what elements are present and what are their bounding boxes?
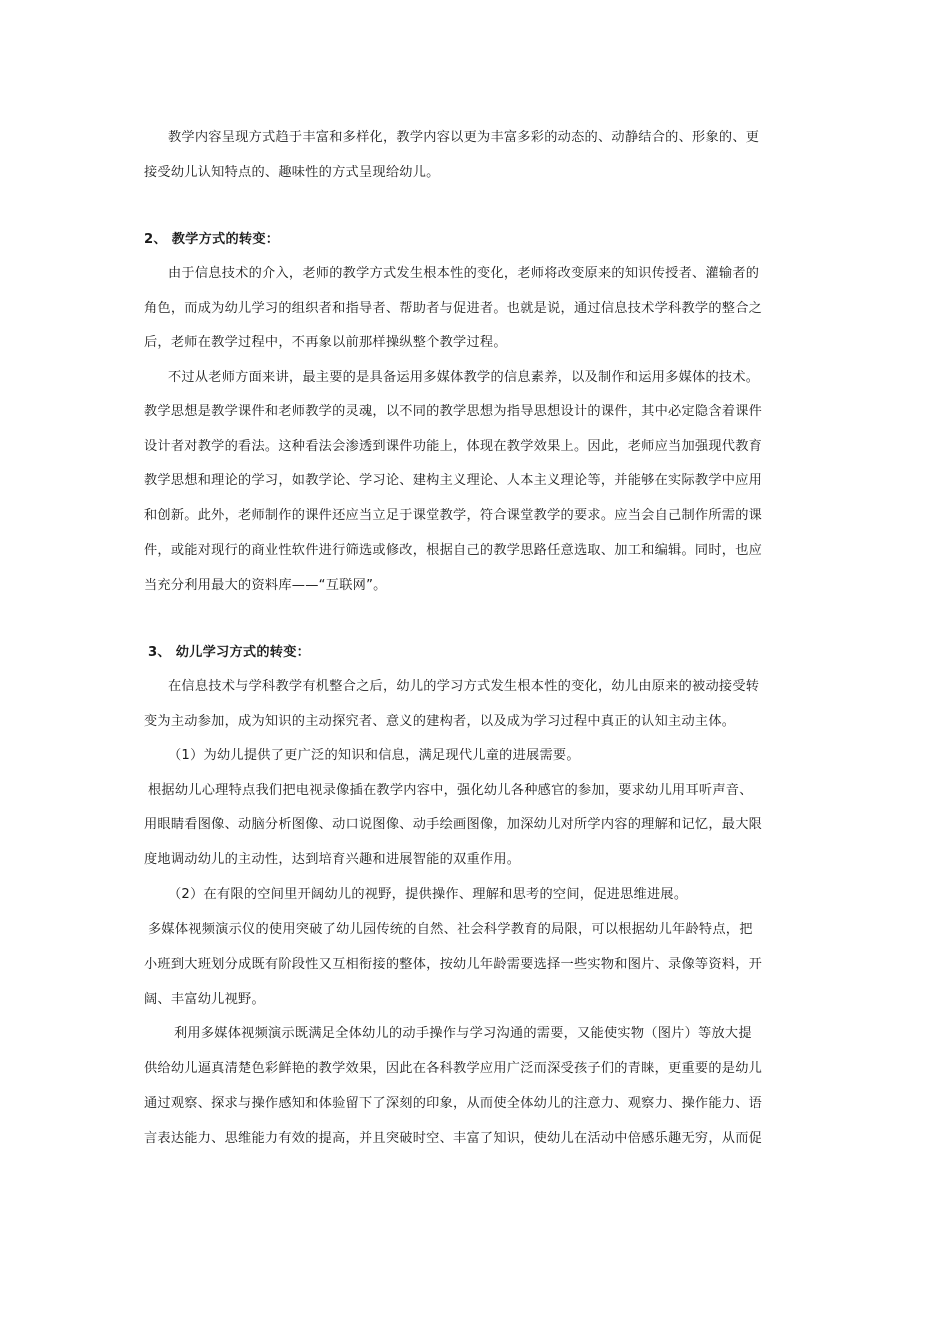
- paragraph-line: 由于信息技术的介入，老师的教学方式发生根本性的变化，老师将改变原来的知识传授者、灌输者的: [168, 266, 760, 281]
- paragraph-line: 当充分利用最大的资料库——“互联网”。: [144, 578, 387, 593]
- paragraph-line: 和创新。此外，老师制作的课件还应当立足于课堂教学，符合课堂教学的要求。应当会自己制作所需的课: [144, 508, 763, 523]
- paragraph-line: 角色，而成为幼儿学习的组织者和指导者、帮助者与促进者。也就是说，通过信息技术学科教学的整合之: [144, 301, 763, 316]
- paragraph-line: 用眼睛看图像、动脑分析图像、动口说图像、动手绘画图像，加深幼儿对所学内容的理解和记忆，最大限: [144, 817, 763, 832]
- paragraph-line: 度地调动幼儿的主动性，达到培育兴趣和进展智能的双重作用。: [144, 852, 521, 867]
- paragraph-line: 件，或能对现行的商业性软件进行筛选或修改，根据自己的教学思路任意选取、加工和编辑。同时，也应: [144, 543, 763, 558]
- paragraph-line: 多媒体视频演示仪的使用突破了幼儿园传统的自然、社会科学教育的局限，可以根据幼儿年龄特点，把: [148, 922, 753, 937]
- paragraph-line: 接受幼儿认知特点的、趣味性的方式呈现给幼儿。: [144, 165, 440, 180]
- section-heading: 3、 幼儿学习方式的转变：: [148, 645, 311, 660]
- paragraph-line: 利用多媒体视频演示既满足全体幼儿的动手操作与学习沟通的需要，又能使实物（图片）等放大提: [174, 1026, 752, 1041]
- paragraph-line: 在信息技术与学科教学有机整合之后，幼儿的学习方式发生根本性的变化，幼儿由原来的被动接受转: [168, 679, 760, 694]
- paragraph-line: 根据幼儿心理特点我们把电视录像插在教学内容中，强化幼儿各种感官的参加，要求幼儿用耳听声音、: [148, 783, 753, 798]
- paragraph-line: （2）在有限的空间里开阔幼儿的视野，提供操作、理解和思考的空间，促进思维进展。: [168, 887, 688, 902]
- paragraph-line: 设计者对教学的看法。这种看法会渗透到课件功能上，体现在教学效果上。因此，老师应当加强现代教育: [144, 439, 763, 454]
- paragraph-line: 言表达能力、思维能力有效的提高，并且突破时空、丰富了知识，使幼儿在活动中倍感乐趣无穷，从而促: [144, 1131, 763, 1146]
- paragraph-line: 阔、丰富幼儿视野。: [144, 992, 265, 1007]
- paragraph-line: 教学思想和理论的学习，如教学论、学习论、建构主义理论、人本主义理论等，并能够在实际教学中应用: [144, 473, 763, 488]
- paragraph-line: 小班到大班划分成既有阶段性又互相衔接的整体，按幼儿年龄需要选择一些实物和图片、录像等资料，开: [144, 957, 763, 972]
- section-heading: 2、 教学方式的转变：: [144, 232, 280, 247]
- paragraph-line: 后，老师在教学过程中，不再象以前那样操纵整个教学过程。: [144, 335, 507, 350]
- paragraph-line: 不过从老师方面来讲，最主要的是具备运用多媒体教学的信息素养，以及制作和运用多媒体的技术。: [168, 370, 760, 385]
- paragraph-line: 供给幼儿逼真清楚色彩鲜艳的教学效果，因此在各科教学应用广泛而深受孩子们的青睐，更重要的是幼儿: [144, 1061, 763, 1076]
- paragraph-line: 教学思想是教学课件和老师教学的灵魂，以不同的教学思想为指导思想设计的课件，其中必定隐含着课件: [144, 404, 763, 419]
- paragraph-line: 变为主动参加，成为知识的主动探究者、意义的建构者，以及成为学习过程中真正的认知主动主体。: [144, 714, 736, 729]
- paragraph-line: 通过观察、探求与操作感知和体验留下了深刻的印象，从而使全体幼儿的注意力、观察力、操作能力、语: [144, 1096, 763, 1111]
- paragraph-line: 教学内容呈现方式趋于丰富和多样化，教学内容以更为丰富多彩的动态的、动静结合的、形象的、更: [168, 130, 760, 145]
- paragraph-line: （1）为幼儿提供了更广泛的知识和信息，满足现代儿童的进展需要。: [168, 748, 580, 763]
